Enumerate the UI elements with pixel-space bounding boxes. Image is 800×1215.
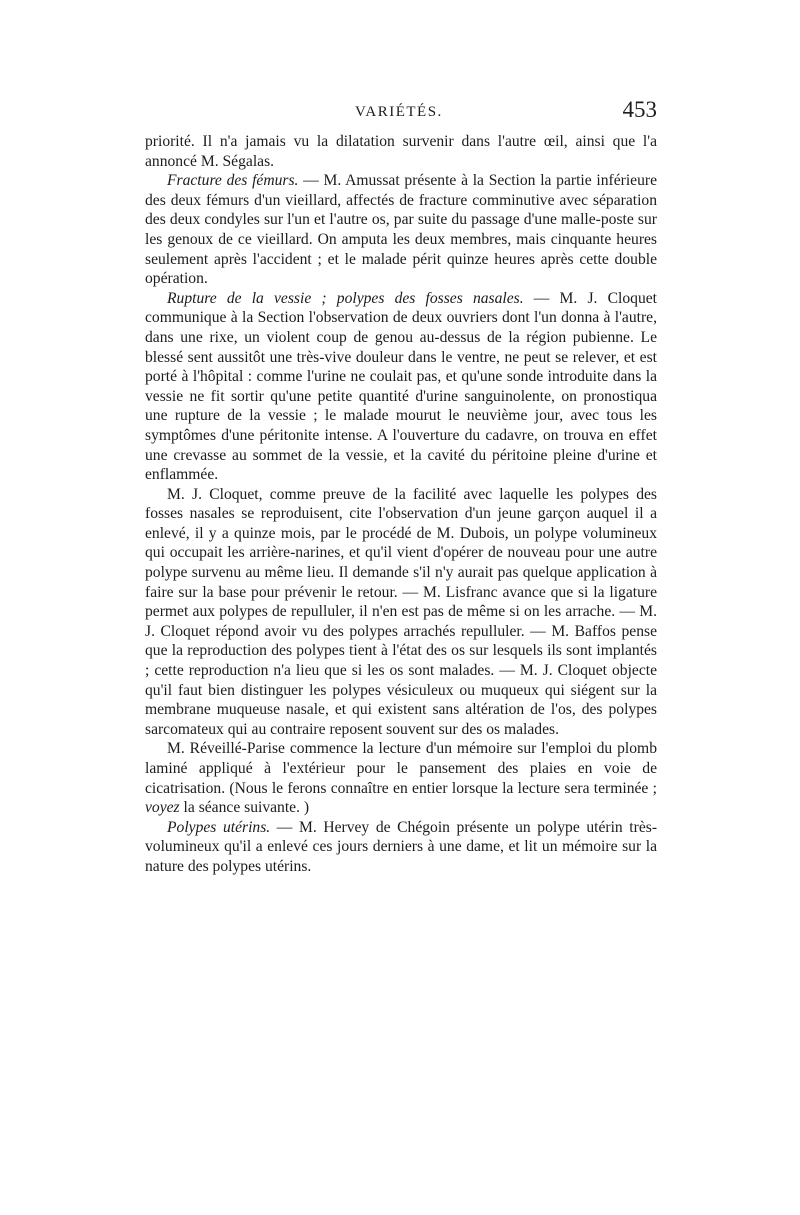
paragraph-heading: Rupture de la vessie ; polypes des fosses nasales. [167, 289, 524, 307]
paragraph-text: la séance suivante. ) [179, 799, 310, 817]
paragraph-text: M. J. Cloquet, comme preuve de la facilité avec laquelle les polypes des fosses nasales se reproduisent, cite l'observation d'un jeune garçon auquel il a enlevé, il y a quinze mois, par le procédé de M. Dubois, un polype volumineux qui occupait les arrière-narines, et qu'il vient d'opérer de nouveau pour une autre polype survenu au même lieu. Il demande s'il n'y aurait pas quelque application à faire sur la base pour prévenir le retour. — M. Lisfranc avance que si la ligature permet aux polypes de repulluler, il n'en est pas de même si on les arrache. — M. J. Cloquet répond avoir vu des polypes arrachés repulluler. — M. Baffos pense que la reproduction des polypes tient à l'état des os sur lesquels ils sont implantés ; cette reproduction n'a lieu que si les os sont malades. — M. J. Cloquet objecte qu'il faut bien distinguer les polypes vésiculeux ou muqueux qui siégent sur la membrane muqueuse nasale, et qui existent sans altération de l'os, des polypes sarcomateux qui au contraire reposent souvent sur des os malades. [145, 485, 657, 738]
paragraph-rupture-vessie [145, 289, 657, 485]
paragraph-italic: voyez [145, 799, 180, 817]
paragraph-text: — M. Hervey de Chégoin présente un polype utérin très-volumineux qu'il a enlevé ces jours derniers à une dame, et lit un mémoire sur la nature des polypes utérins. [145, 818, 658, 875]
paragraph-plomb-lamine [145, 739, 657, 817]
paragraph-text: — M. Amussat présente à la Section la partie inférieure des deux fémurs d'un vieillard, affectés de fracture comminutive avec séparation des deux condyles sur l'un et l'autre os, par suite du passage d'une malle-poste sur les genoux de ce vieillard. On amputa les deux membres, mais cinquante heures seulement après l'accident ; et le malade périt quinze heures après cette double opération. [145, 172, 657, 288]
paragraph-polypes-uterins [145, 818, 657, 877]
running-head [145, 97, 657, 132]
paragraph-text: M. Réveillé-Parise commence la lecture d'un mémoire sur l'emploi du plomb laminé appliqué à l'extérieur pour le pansement des plaies en voie de cicatrisation. (Nous le ferons connaître en entier lorsque la lecture sera terminée ; [145, 740, 657, 797]
paragraph-text: priorité. Il n'a jamais vu la dilatation survenir dans l'autre œil, ainsi que l'a annoncé M. Ségalas. [145, 133, 657, 170]
paragraph-polypes-nasales [145, 485, 657, 740]
paragraph-text: — M. J. Cloquet communique à la Section l'observation de deux ouvriers dont l'un donna à l'autre, dans une rixe, un violent coup de genou au-dessus de la région pubienne. Le blessé sent aussitôt une très-vive douleur dans le ventre, ne peut se relever, et est porté à l'hôpital : comme l'urine ne coulait pas, et qu'une sonde introduite dans la vessie ne fit sortir qu'une petite quantité d'urine sanguinolente, on pronostiqua une rupture de la vessie ; le malade mourut le neuvième jour, avec tous les symptômes d'une péritonite intense. A l'ouverture du cadavre, on trouva en effet une crevasse au sommet de la vessie, et la cavité du péritoine pleine d'urine et enflammée. [145, 289, 657, 484]
section-title: VARIÉTÉS. [355, 104, 443, 120]
body-text [145, 132, 657, 877]
page-number: 453 [622, 97, 657, 122]
paragraph-heading: Fracture des fémurs. [167, 172, 299, 190]
paragraph-heading: Polypes utérins. [167, 818, 271, 836]
paragraph-fracture-femurs [145, 171, 657, 289]
paragraph-continuation [145, 132, 657, 171]
